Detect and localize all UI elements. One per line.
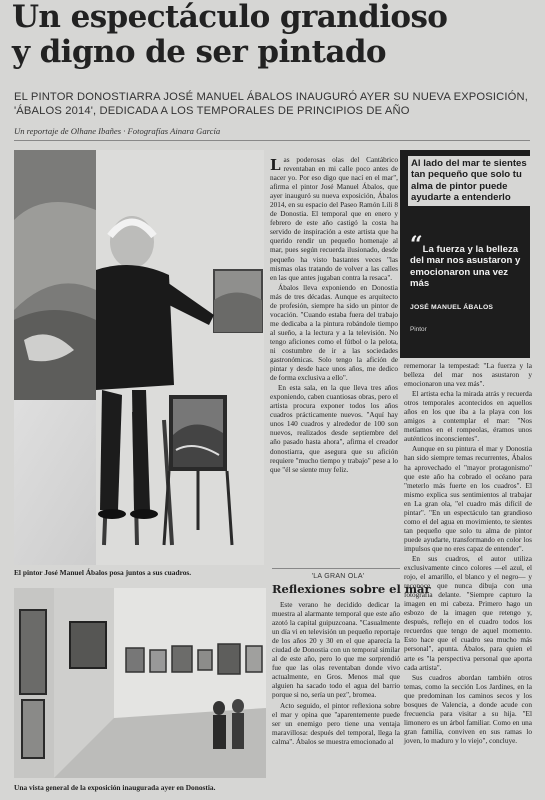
photo-caption-1: El pintor José Manuel Ábalos posa juntos a sus cuadros. [14,568,192,577]
section-rule [272,568,400,569]
pull-quote-role: Pintor [410,326,427,333]
pull-quote-1 [408,156,536,206]
col2-paragraph-2: El artista echa la mirada atrás y recuerda otros temporales acontecidos en aquellos años en los que iba a la playa con los amigos a contemplar el mar: "Nos metíamos en el rompeolas, éramos unos auténticos inconscientes". [404,390,532,444]
col1-paragraph-3: En esta sala, en la que lleva tres años exponiendo, caben cuantiosas obras, pero el artista procura exponer todos los años cuadros prácticamente nuevos. "Aquí hay unos 140 cuadros y alrededor de 100 son nuevos, realizados desde septiembre del año pasado hasta ahora", afirma el creador donostiarra, que asegura que su afición requiere "mucho tiempo y trabajo" pese a lo que "él se siente muy feliz. [270,384,398,474]
gallery-painting-1 [20,610,46,694]
photo-gallery [14,588,266,778]
visitor-2 [232,699,244,713]
gallery-painting-2 [22,700,44,758]
drop-cap: L [270,156,281,174]
deck: EL PINTOR DONOSTIARRA JOSÉ MANUEL ÁBALOS INAUGURÓ AYER SU NUEVA EXPOSICIÓN, 'ÁBALOS 2014', DEDICADA A LOS TEMPORALES DE PRINCIPIOS DE AÑO [14,91,528,117]
visitor-1 [213,701,225,715]
headline [12,0,537,70]
header-rule [14,140,530,141]
col1-paragraph-1: as poderosas olas del Cantábrico reventaban en mi calle poco antes de nacer yo. Por eso digo que nací en el mar", afirma el pintor José Manuel Ábalos, que ayer inauguró su nueva exposición, Ábalos 2014, en su espacio del Paseo Ramón Lili 8 de Donostia. El temporal que en enero y febrero de este año castigó la costa ha servido de inspiración a este artista que ha querido rendir un pequeño homenaje al mar, pues según recuerda ilusionado, desde pequeño ha visto bastantes veces "las mismas olas tratando de volver a las calles en las que antes jugaban contra la resaca". [270,156,398,282]
col2-paragraph-5: Sus cuadros abordan también otros temas, como la sección Los Jardines, en la que predominan los caminos secos y los bosques de Valencia, a donde acude con frecuencia para visitar a su hija. "El limonero es un árbol familiar. Como en una gran familia, conviven en sus ramas lo joven, lo maduro y lo viejo", concluye. [404,673,532,745]
gallery-painting-3 [70,622,106,668]
headline-line-1: Un espectáculo grandioso [12,0,448,35]
col3-paragraph-1: Este verano he decidido dedicar la muestra al alarmante temporal que este año azotó la capital guipuzcoana. "Casualmente un día vi en televisión un pequeño reportaje de los años 20 y 30 en el que aparecía la ciudad de Donostia con un temporal similar al de este año, pero lo que me sorprendió fue que las olas reventaban donde vivo actualmente, en Gros. Menos mal que alguien ha sacado todo el agua del barrio porque si no, sería un pez", bromea. [272,601,400,700]
col2-paragraph-3: Aunque en su pintura el mar y Donostia han sido siempre temas recurrentes, Ábalos ha aprovechado el "mayor protagonismo" que este año ha cobrado el océano para "meterlo más fuerte en los cuadros". El mismo explica sus sentimientos al trabajar en La gran ola, "el cuadro más difícil de pintar". "En un espectáculo tan grandioso como el del agua en movimiento, te sientes tan pequeño que solo tu alma de pintor puede ayudarte, transformando en color los impulsos que no eres capaz de entender". [404,445,532,553]
photo-painter [14,150,264,565]
headline-line-2: y digno de ser pintado [12,34,386,70]
col2-paragraph-4: En sus cuadros, el autor utiliza exclusivamente cinco colores —el azul, el rojo, el amarillo, el blanco y el negro— y reconoce que nunca dibuja con una fotografía delante. "Siempre capturo la imagen en mi cabeza. Primero hago un esbozo de la imagen que retengo y, después, reflejo en el cuadro todos los recuerdos que tengo de aquel momento. Esto hace que el cuadro sea mucho más personal", apunta. Ábalos, para quien el arte es "la perspectiva personal que aporta cada artista". [404,554,532,672]
body-column-1 [270,156,398,476]
pull-quote-2 [410,232,528,290]
pull-quote-1-text: Al lado del mar te sientes tan pequeño que solo tu alma de pintor puede ayudarte a entenderlo [411,158,527,204]
section-subhead: Reflexiones sobre el mar [272,582,431,596]
photo-caption-2: Una vista general de la exposición inaugurada ayer en Donostia. [14,783,216,792]
painter-body [96,265,174,390]
col3-paragraph-2: Acto seguido, el pintor reflexiona sobre el mar y opina que "aparentemente puede ser un enemigo pero tiene una ventaja maravillosa: después del temporal, llega la calma". Ábalos se muestra emocionado al [272,701,400,746]
byline-credit: Un reportaje de Olhane Ibañes · Fotografías Ainara García [14,126,221,136]
col1-paragraph-2: Ábalos lleva exponiendo en Donostia más de tres décadas. Aunque es arquitecto de profesión, siempre ha sido un pintor de vocación. "Cuando estaba fuera del trabajo me dedicaba a la pintura robándole tiempo al sueño, a la lectura y a la televisión. No tengo aficiones como el fútbol o la pelota, ni costumbre de ir a las sociedades gastronómicas. Solo tengo la afición de pintar y desde hace unos años, me dedico de forma exclusiva a ello". [270,283,398,383]
quote-mark-icon: “ [410,232,423,258]
col2-paragraph-1: rememorar la tempestad: "La fuerza y la belleza del mar nos asustaron y emocionaron una vez más". [404,362,532,389]
pull-quote-2-text: La fuerza y la belleza del mar nos asustaron y emocionaron una vez más [410,244,521,290]
body-column-3 [272,601,400,748]
body-column-2 [404,362,532,747]
section-kicker: 'LA GRAN OLA' [311,573,365,580]
pull-quote-name: JOSÉ MANUEL ÁBALOS [410,304,494,311]
